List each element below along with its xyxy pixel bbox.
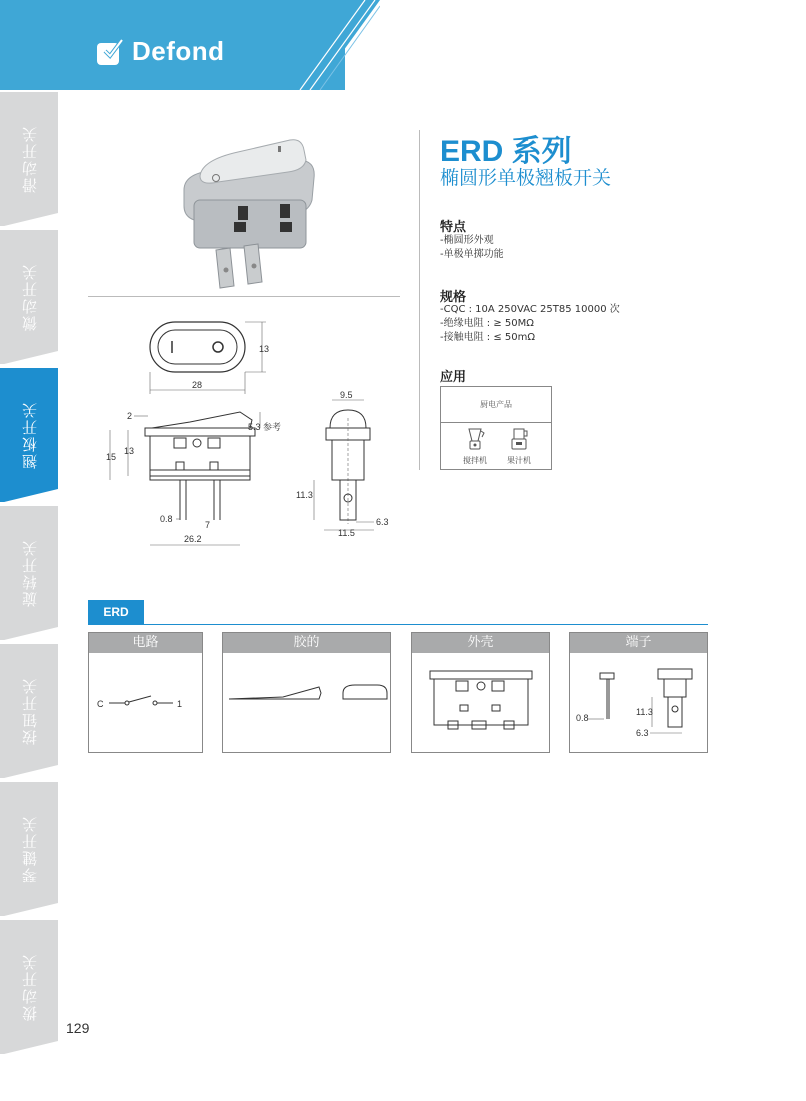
- divider-vertical: [419, 130, 420, 470]
- dim-h: 11.3: [296, 490, 313, 500]
- terminal-dim-h: 11.3: [636, 707, 653, 717]
- tab-toggle-switch[interactable]: [0, 920, 58, 1054]
- product-photo: [178, 130, 318, 290]
- category-tabs: [0, 92, 58, 1060]
- dim-b: 13: [124, 446, 135, 456]
- application-category: 厨电产品: [441, 387, 551, 423]
- spec-item: -绝缘电阻 : ≥ 50MΩ: [440, 318, 534, 329]
- tab-micro-switch[interactable]: [0, 230, 58, 364]
- page-header: [0, 0, 806, 100]
- dim-tab: 6.3: [376, 517, 389, 527]
- dim-pin: 0.8: [160, 514, 173, 524]
- tab-label: 琴键开关: [20, 815, 39, 883]
- dim-width: 28: [192, 380, 203, 390]
- side-view-drawing: [100, 400, 290, 550]
- page-number: 129: [66, 1020, 90, 1036]
- application-label: 果汁机: [507, 456, 531, 465]
- panel-title: 胶的: [223, 633, 390, 653]
- dim-w: 11.5: [338, 528, 355, 538]
- application-label: 搅拌机: [463, 456, 487, 465]
- brand-name: Defond: [132, 36, 225, 66]
- panel-title: 电路: [89, 633, 202, 653]
- panel-terminal: [569, 632, 708, 753]
- circuit-one-label: 1: [177, 699, 183, 709]
- end-view-drawing: [294, 388, 404, 540]
- tab-label: 拨动开关: [20, 953, 39, 1021]
- juicer-icon: [508, 427, 530, 451]
- panel-title: 外壳: [412, 633, 549, 653]
- tab-label: 滑动开关: [20, 125, 39, 193]
- features-heading: 特点: [440, 220, 467, 235]
- defond-logo-icon: [96, 37, 124, 67]
- application-item: [455, 427, 495, 466]
- circuit-diagram: [89, 653, 202, 752]
- application-item: [499, 427, 539, 466]
- variant-tag: ERD: [88, 600, 144, 624]
- tab-label: 按钮开关: [20, 677, 39, 745]
- dim-d: 5.3 参考: [248, 422, 282, 432]
- panel-title: 端子: [570, 633, 707, 653]
- application-heading: 应用: [440, 370, 467, 385]
- top-view-drawing: [140, 312, 280, 397]
- brand-logo: [96, 36, 225, 67]
- dim-pitch: 7: [205, 520, 211, 530]
- feature-item: -椭圆形外观: [440, 235, 494, 246]
- panel-housing: [411, 632, 550, 753]
- housing-diagram: [412, 653, 549, 752]
- tab-push-switch[interactable]: [0, 644, 58, 778]
- specs-heading: 规格: [440, 290, 467, 305]
- terminal-dim-pin: 0.8: [576, 713, 589, 723]
- tab-label: 微动开关: [20, 263, 39, 331]
- blender-icon: [464, 427, 486, 451]
- dim-top: 9.5: [340, 390, 353, 400]
- rocker-profile-diagram: [223, 653, 390, 752]
- spec-item: -CQC : 10A 250VAC 25T85 10000 次: [440, 304, 620, 315]
- tab-label: 翘板开关: [20, 401, 39, 469]
- product-subtitle: 椭圆形单极翘板开关: [440, 167, 612, 189]
- tab-slide-switch[interactable]: [0, 92, 58, 226]
- product-title: ERD 系列: [440, 135, 572, 168]
- feature-item: -单极单掷功能: [440, 249, 504, 260]
- tab-piano-switch[interactable]: [0, 782, 58, 916]
- dim-total: 26.2: [184, 534, 202, 544]
- terminal-diagram: [570, 653, 707, 752]
- divider-horizontal: [88, 296, 400, 297]
- tab-label: 旋转开关: [20, 539, 39, 607]
- tab-rocker-switch[interactable]: [0, 368, 58, 502]
- dim-height: 13: [259, 344, 270, 354]
- panel-circuit: [88, 632, 203, 753]
- tab-rotary-switch[interactable]: [0, 506, 58, 640]
- spec-item: -接触电阻 : ≤ 50mΩ: [440, 332, 535, 343]
- terminal-dim-tab: 6.3: [636, 728, 649, 738]
- dim-c: 15: [106, 452, 117, 462]
- variant-rule: [88, 624, 708, 625]
- application-box: [440, 386, 552, 470]
- panel-rocker: [222, 632, 391, 753]
- header-stripes: [280, 0, 380, 90]
- circuit-c-label: C: [97, 699, 104, 709]
- dim-a: 2: [127, 411, 133, 421]
